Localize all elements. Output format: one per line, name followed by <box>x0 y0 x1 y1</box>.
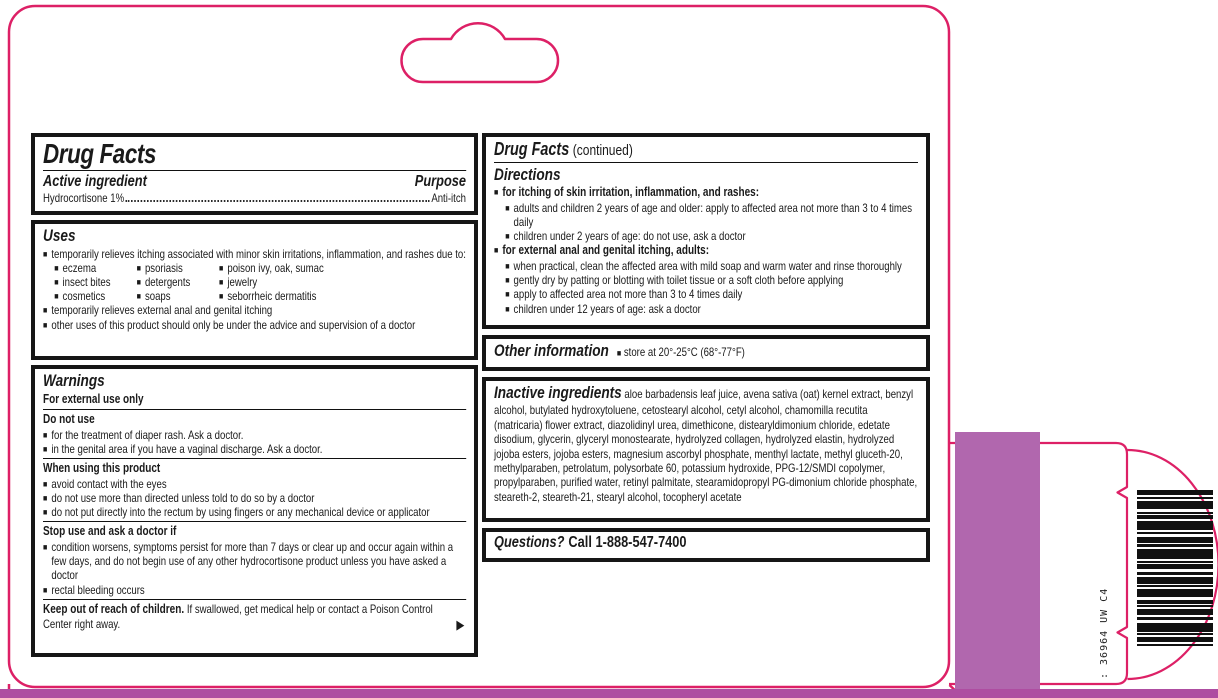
list-item-text: adults and children 2 years of age and older: apply to affected area not more than 3 to 4 times daily <box>513 201 913 230</box>
divider <box>43 599 466 600</box>
bullet-icon: ■ <box>505 289 510 300</box>
bullet-icon: ■ <box>136 262 141 273</box>
list-item-text: gently dry by patting or blotting with toilet tissue or a soft cloth before applying <box>513 273 844 288</box>
directions-group-heading: for external anal and genital itching, adults: <box>502 243 710 258</box>
drug-facts-title: Drug Facts <box>43 138 156 169</box>
list-item <box>43 318 466 332</box>
list-item-text: condition worsens, symptoms persist for more than 7 days or clear up and occur again within a few days, and do not begin use of any other hydrocortisone product unless you have asked a doctor <box>51 540 454 583</box>
list-item <box>43 491 466 505</box>
list-item-text: detergents <box>144 275 191 290</box>
list-item-text: poison ivy, oak, sumac <box>227 260 324 275</box>
drug-facts-title-box <box>31 133 478 215</box>
bullet-icon: ■ <box>136 291 141 302</box>
list-item-text: children under 12 years of age: ask a doctor <box>513 301 701 316</box>
list-item-text: temporarily relieves itching associated with minor skin irritations, inflammation, and rashes due to: <box>51 246 466 261</box>
list-item-text: do not put directly into the rectum by using fingers or any mechanical device or applicator <box>51 505 430 520</box>
list-item <box>43 303 466 317</box>
dotted-leader <box>126 200 430 202</box>
list-item <box>505 201 918 229</box>
list-item <box>494 243 918 259</box>
list-item <box>54 289 136 303</box>
keep-out-bold: Keep out of reach of children. <box>43 601 185 616</box>
bullet-icon: ■ <box>43 478 48 489</box>
list-item-text: insect bites <box>62 275 111 290</box>
hang-tab-outline <box>402 23 559 82</box>
divider <box>43 458 466 459</box>
bullet-icon: ■ <box>219 277 224 288</box>
inactive-ingredients-box <box>482 377 930 522</box>
bullet-icon: ■ <box>43 507 48 518</box>
bullet-icon: ■ <box>494 245 499 256</box>
list-item <box>43 428 466 442</box>
bullet-icon: ■ <box>54 277 59 288</box>
list-item <box>43 442 466 456</box>
bullet-icon: ■ <box>616 348 622 358</box>
when-using-heading: When using this product <box>43 461 161 476</box>
list-item <box>43 247 466 261</box>
list-item <box>505 259 918 273</box>
list-item-text: when practical, clean the affected area with mild soap and warm water and rinse thoroughly <box>513 259 902 274</box>
bullet-icon: ■ <box>505 303 510 314</box>
uses-condition-grid <box>54 261 466 303</box>
questions-box <box>482 528 930 562</box>
bullet-icon: ■ <box>494 187 499 198</box>
list-item <box>43 583 466 597</box>
list-item-text: cosmetics <box>62 289 106 304</box>
drug-facts-continued-title <box>494 139 918 160</box>
bullet-icon: ■ <box>505 275 510 286</box>
warnings-heading: Warnings <box>43 371 105 391</box>
bullet-icon: ■ <box>43 444 48 455</box>
list-item <box>219 261 466 275</box>
divider <box>43 170 466 171</box>
list-item-text: other uses of this product should only be under the advice and supervision of a doctor <box>51 317 416 332</box>
barcode <box>1137 490 1213 646</box>
other-information-heading: Other information <box>494 341 609 360</box>
directions-box <box>482 133 930 329</box>
list-item-text: eczema <box>62 260 97 275</box>
divider <box>43 409 466 410</box>
external-use-only: For external use only <box>43 391 144 406</box>
bullet-icon: ■ <box>43 319 48 330</box>
bullet-icon: ■ <box>43 542 48 553</box>
list-item <box>505 302 918 316</box>
other-information-row <box>494 341 918 361</box>
list-item <box>137 289 219 303</box>
questions-phone: Call 1-888-547-7400 <box>568 534 687 551</box>
bullet-icon: ■ <box>54 291 59 302</box>
list-item-text: soaps <box>144 289 171 304</box>
list-item <box>505 287 918 301</box>
list-item-text: apply to affected area not more than 3 to 4 times daily <box>513 287 743 302</box>
list-item <box>43 540 466 582</box>
keep-out-text: If swallowed, get medical help or contact a Poison Control Center right away. <box>43 601 433 632</box>
active-ingredient-heading: Active ingredient <box>43 173 147 191</box>
list-item <box>137 261 219 275</box>
pointer-icon: ▶ <box>456 617 465 633</box>
bullet-icon: ■ <box>43 493 48 504</box>
list-item <box>43 477 466 491</box>
list-item-text: for the treatment of diaper rash. Ask a doctor. <box>51 428 244 443</box>
warnings-box <box>31 365 478 657</box>
inactive-ingredients <box>494 383 918 504</box>
list-item <box>505 229 918 243</box>
storage-text: store at 20°-25°C (68°-77°F) <box>623 345 745 359</box>
active-ingredient-row <box>43 173 466 191</box>
list-item-text: do not use more than directed unless told to do so by a doctor <box>51 491 315 506</box>
list-item-text: jewelry <box>227 275 258 290</box>
inactive-ingredients-heading: Inactive ingredients <box>494 383 622 402</box>
bullet-icon: ■ <box>43 584 48 595</box>
list-item <box>219 275 466 289</box>
uses-box <box>31 220 478 360</box>
list-item-text: rectal bleeding occurs <box>51 582 145 597</box>
bottom-color-strip <box>0 689 1218 698</box>
uses-heading: Uses <box>43 226 76 246</box>
purple-panel-block <box>955 432 1040 698</box>
bullet-icon: ■ <box>43 305 48 316</box>
list-item-text: psoriasis <box>144 260 183 275</box>
list-item-text: temporarily relieves external anal and genital itching <box>51 303 273 318</box>
drug-facts-panel-right <box>482 133 930 567</box>
directions-heading: Directions <box>494 165 561 184</box>
list-item <box>137 275 219 289</box>
list-item-text: children under 2 years of age: do not use, ask a doctor <box>513 229 746 244</box>
bullet-icon: ■ <box>505 261 510 272</box>
bullet-icon: ■ <box>219 262 224 273</box>
divider <box>494 162 918 163</box>
questions-row <box>494 534 918 552</box>
bullet-icon: ■ <box>43 248 48 259</box>
purpose-value: Anti-itch <box>431 191 466 206</box>
stop-use-heading: Stop use and ask a doctor if <box>43 524 177 539</box>
list-item <box>54 261 136 275</box>
list-item <box>219 289 466 303</box>
bullet-icon: ■ <box>136 277 141 288</box>
list-item-text: avoid contact with the eyes <box>51 476 167 491</box>
bullet-icon: ■ <box>505 203 510 214</box>
drug-facts-panel-left <box>31 133 478 662</box>
bullet-icon: ■ <box>219 291 224 302</box>
directions-group-heading: for itching of skin irritation, inflammation, and rashes: <box>502 185 760 200</box>
active-ingredient-name: Hydrocortisone 1% <box>43 191 125 206</box>
list-item <box>43 505 466 519</box>
other-information-item <box>617 345 745 359</box>
bullet-icon: ■ <box>505 231 510 242</box>
bullet-icon: ■ <box>43 430 48 441</box>
active-ingredient-value-row <box>43 191 466 205</box>
list-item <box>494 185 918 201</box>
keep-out-statement <box>43 602 466 632</box>
questions-heading: Questions? <box>494 534 565 551</box>
divider <box>43 521 466 522</box>
other-information-box <box>482 335 930 371</box>
list-item <box>505 273 918 287</box>
do-not-use-heading: Do not use <box>43 412 95 427</box>
purpose-heading: Purpose <box>414 173 466 191</box>
list-item-text: in the genital area if you have a vaginal discharge. Ask a doctor. <box>51 442 323 457</box>
list-item-text: seborrheic dermatitis <box>227 289 317 304</box>
bullet-icon: ■ <box>54 262 59 273</box>
continued-label: (continued) <box>572 142 633 159</box>
print-code-text: : 36964 UW C4 <box>1099 587 1110 679</box>
inactive-ingredients-text: aloe barbadensis leaf juice, avena sativa (oat) kernel extract, benzyl alcohol, butylated hydroxytoluene, cetostearyl alcohol, cetyl alcohol, chamomilla recutita (matricaria) flower extract, diazolidinyl urea, dimethicone, distearyldimonium chloride, edetate disodium, glycerin, glyceryl monostearate, hydrolyzed collagen, hydrolyzed elastin, hydrolyzed jojoba esters, jojoba esters, magnesium ascorbyl phosphate, menthyl lactate, methyl gluceth-20, methylparaben, petrolatum, polysorbate 60, potassium hydroxide, PPG-12/SMDI copolymer, propylparaben, purified water, retinyl palmitate, stearamidopropyl PG-dimonium chloride phosphate, steareth-2, steareth-21, stearyl alcohol, tocopheryl acetate <box>494 387 918 504</box>
list-item <box>54 275 136 289</box>
drug-facts-title: Drug Facts <box>494 139 570 159</box>
